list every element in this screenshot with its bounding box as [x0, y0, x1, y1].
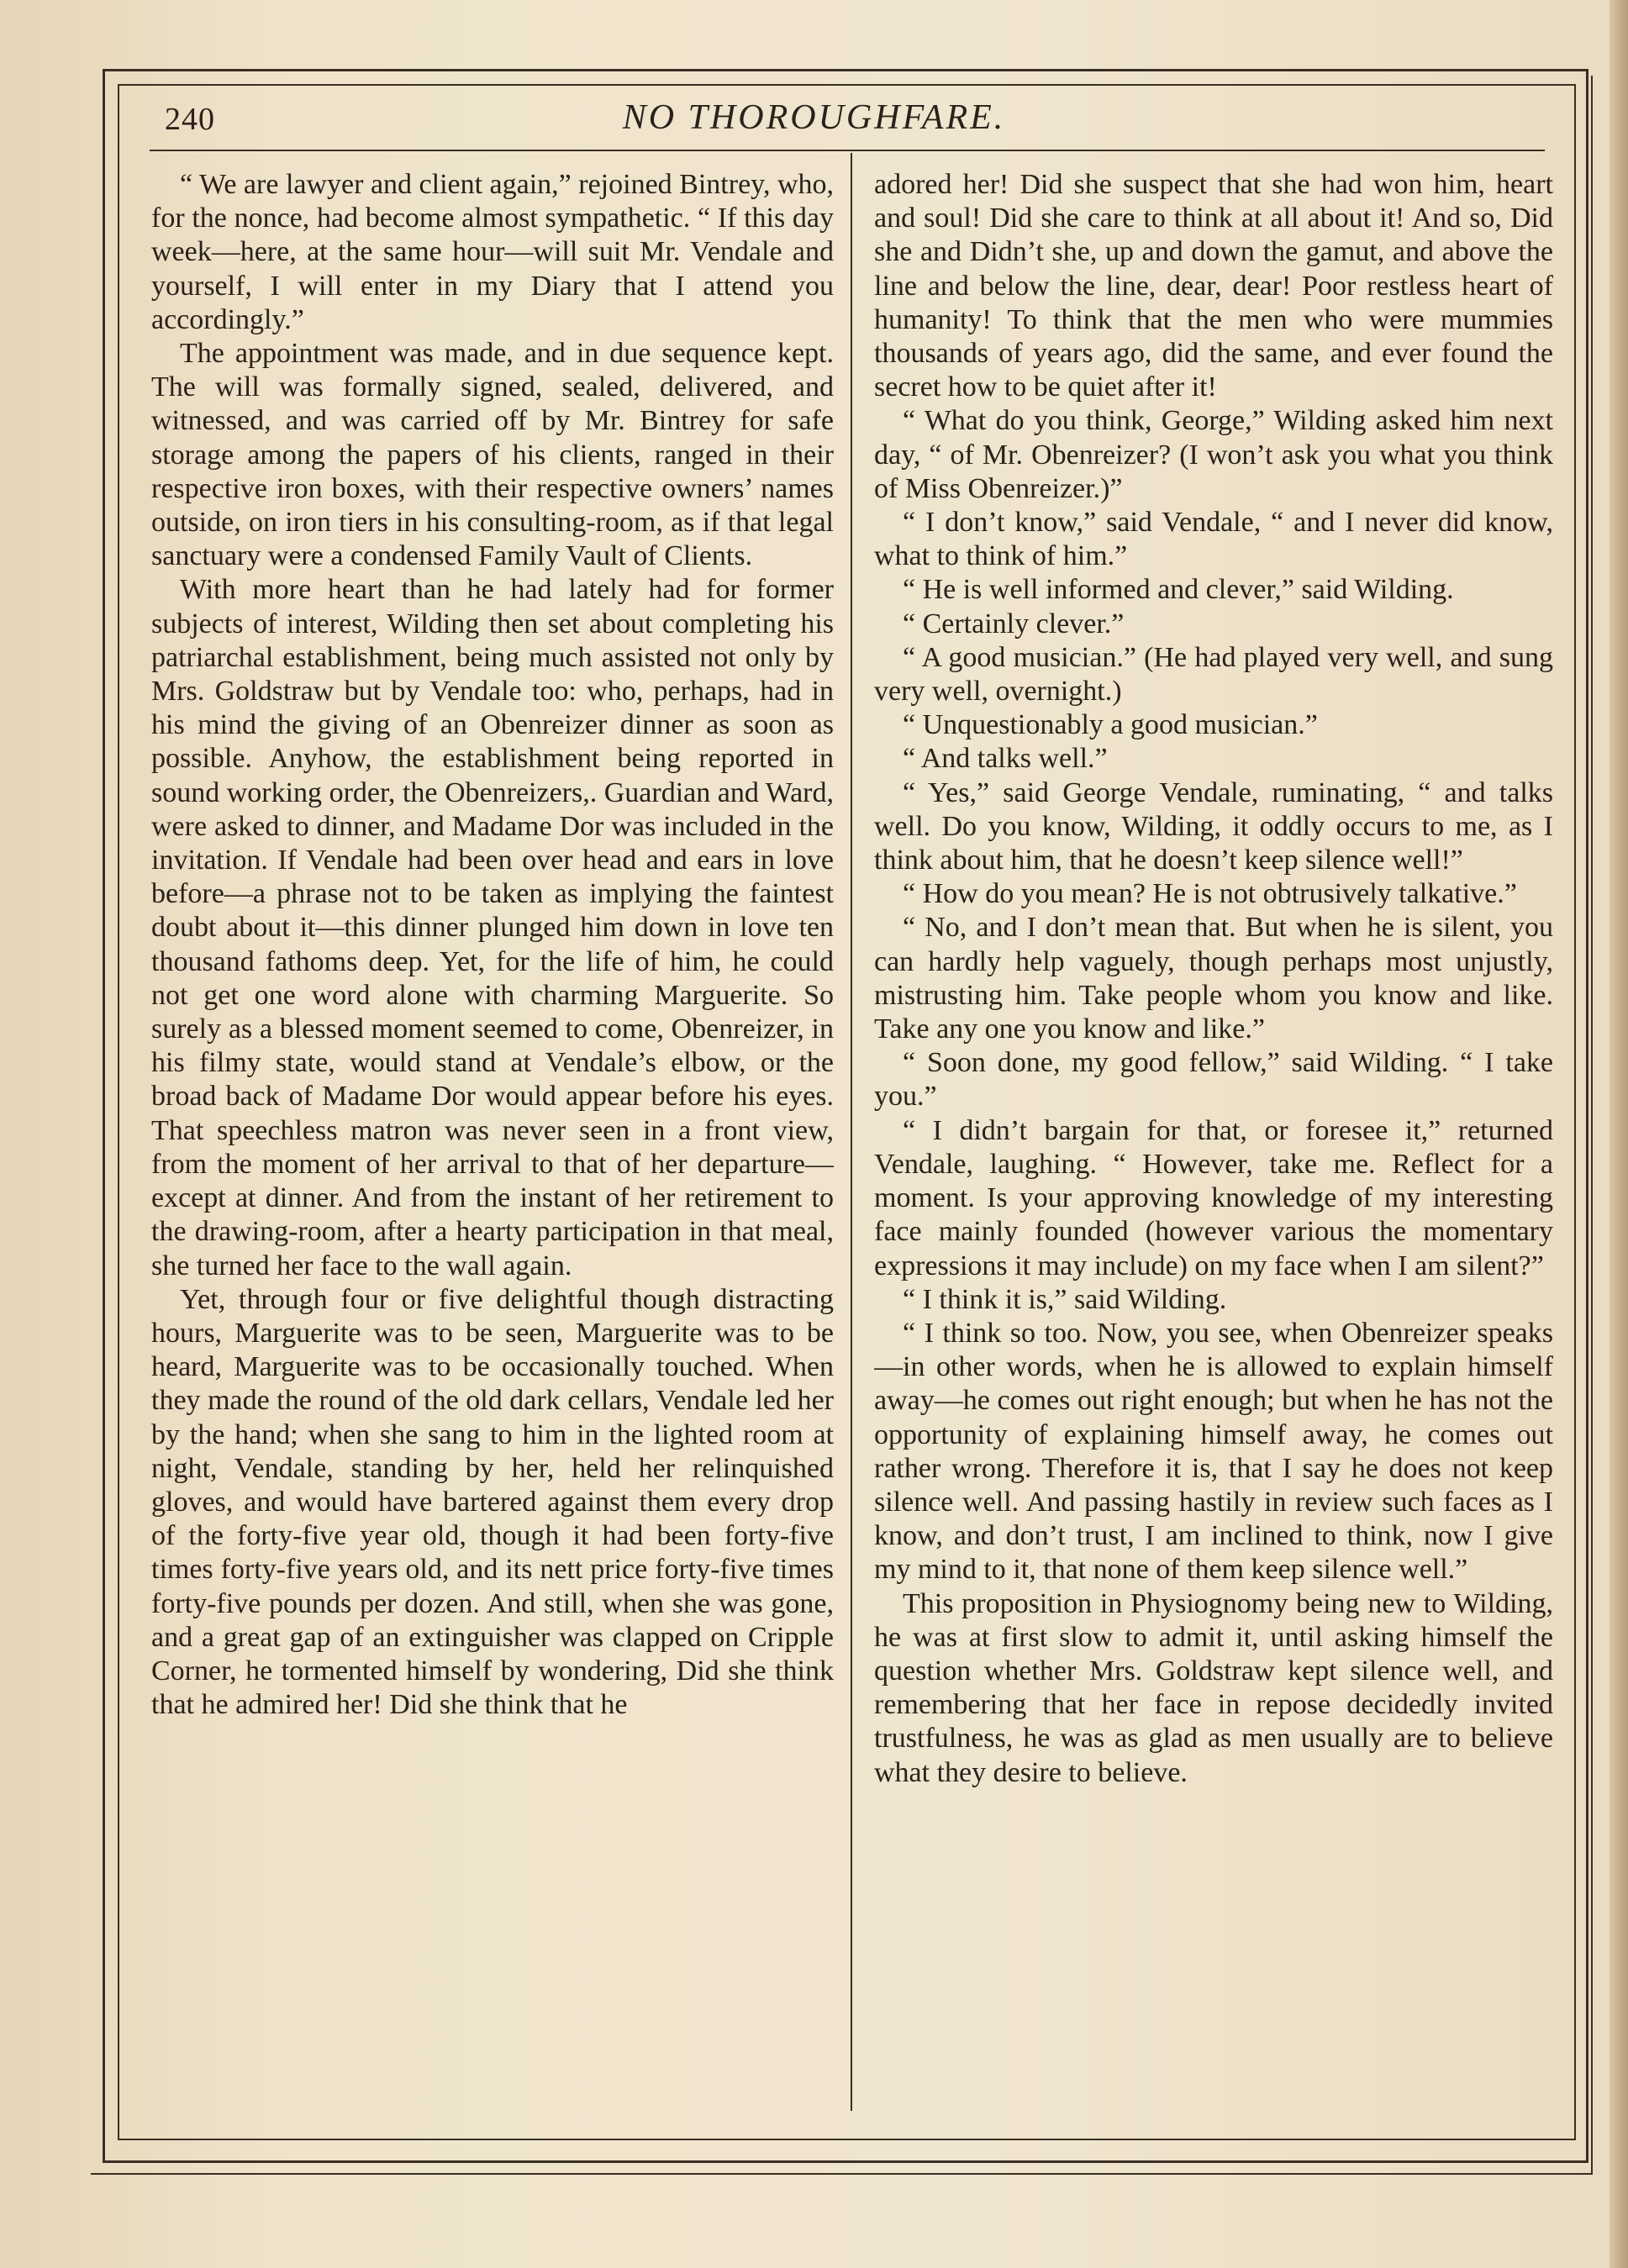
border-bottom-rule	[91, 2173, 1592, 2175]
paragraph: The appointment was made, and in due sequence kept. The will was formally signed, sealed, delivered, and witnessed, and was carried off by Mr. Bintrey for safe storage among the papers of his clients, ranged in their respective iron boxes, with their respective owners’ names outside, on iron tiers in his consulting-room, as if that legal sanctuary were a condensed Family Vault of Clients.	[151, 338, 834, 572]
paragraph: “ I think so too. Now, you see, when Obenreizer speaks—in other words, when he is allowed to explain himself away—he comes out right enough; but when he has not the opportunity of explaining himself away, he comes out rather wrong. Therefore it is, that I say he does not keep silence well. And passing hastily in review such faces as I know, and don’t trust, I am inclined to think, now I give my mind to it, that none of them keep silence well.”	[874, 1317, 1553, 1586]
paragraph: “ I don’t know,” said Vendale, “ and I never did know, what to think of him.”	[874, 507, 1553, 572]
paragraph: “ Yes,” said George Vendale, ruminating, “ and talks well. Do you know, Wilding, it oddly occurs to me, as I think about him, that he doesn’t keep silence well!”	[874, 776, 1553, 876]
paragraph: “ And talks well.”	[903, 743, 1108, 775]
page-edge-shadow	[1610, 0, 1628, 2268]
paragraph: “ I think it is,” said Wilding.	[903, 1283, 1227, 1315]
left-column	[151, 168, 834, 2126]
header-rule	[150, 150, 1545, 151]
paragraph: “ How do you mean? He is not obtrusively talkative.”	[903, 878, 1517, 910]
paragraph: This proposition in Physiognomy being new to Wilding, he was at first slow to admit it, until asking himself the question whether Mrs. Goldstraw kept silence well, and remembering that her face in repose decidedly invited trustfulness, he was as glad as men usually are to believe what they desire to believe.	[874, 1587, 1553, 1788]
paragraph: With more heart than he had lately had for former subjects of interest, Wilding then set about completing his patriarchal establishment, being much assisted not only by Mrs. Goldstraw but by Vendale too: who, perhaps, had in his mind the giving of an Obenreizer dinner as soon as possible. Anyhow, the establishment being reported in sound working order, the Obenreizers,. Guardian and Ward, were asked to dinner, and Madame Dor was included in the invitation. If Vendale had been over head and ears in love before—a phrase not to be taken as implying the faintest doubt about it—this dinner plunged him down in love ten thousand fathoms deep. Yet, for the life of him, he could not get one word alone with charming Marguerite. So surely as a blessed moment seemed to come, Obenreizer, in his filmy state, would stand at Vendale’s elbow, or the broad back of Madame Dor would appear before his eyes. That speechless matron was never seen in a front view, from the moment of her arrival to that of her departure—except at dinner. And from the instant of her retirement to the drawing-room, after a hearty participation in that meal, she turned her face to the wall again.	[151, 574, 834, 1281]
column-divider	[851, 153, 852, 2111]
right-column	[874, 168, 1553, 2126]
paragraph: “ Unquestionably a good musician.”	[903, 709, 1318, 741]
border-right-rule	[1591, 76, 1593, 2175]
paragraph: “ No, and I don’t mean that. But when he is silent, you can hardly help vaguely, though perhaps most unjustly, mistrusting him. Take people whom you know and like. Take any one you know and like.”	[874, 912, 1553, 1045]
paragraph: “ What do you think, George,” Wilding asked him next day, “ of Mr. Obenreizer? (I won’t ask you what you think of Miss Obenreizer.)”	[874, 405, 1553, 504]
paragraph: Yet, through four or five delightful though distracting hours, Marguerite was to be seen, Marguerite was to be heard, Marguerite was to be occasionally touched. When they made the round of the old dark cellars, Vendale led her by the hand; when she sang to him in the lighted room at night, Vendale, standing by her, held her relinquished gloves, and would have bartered against them every drop of the forty-five year old, though it had been forty-five times forty-five years old, and its nett price forty-five times forty-five pounds per dozen. And still, when she was gone, and a great gap of an extinguisher was clapped on Cripple Corner, he tormented himself by wondering, Did she think that he admired her! Did she think that he	[151, 1283, 834, 1721]
paragraph: “ We are lawyer and client again,” rejoined Bintrey, who, for the nonce, had become almost sympathetic. “ If this day week—here, at the same hour—will suit Mr. Vendale and yourself, I will enter in my Diary that I attend you accordingly.”	[151, 169, 834, 335]
paragraph: “ Soon done, my good fellow,” said Wilding. “ I take you.”	[874, 1047, 1553, 1113]
paragraph: “ I didn’t bargain for that, or foresee it,” returned Vendale, laughing. “ However, take me. Reflect for a moment. Is your approving knowledge of my interesting face mainly founded (however various the momentary expressions it may include) on my face when I am silent?”	[874, 1114, 1553, 1281]
page-number: 240	[165, 102, 215, 137]
paragraph: “ Certainly clever.”	[903, 608, 1125, 639]
paragraph: “ He is well informed and clever,” said Wilding.	[903, 574, 1454, 606]
running-head-title: NO THOROUGHFARE.	[622, 98, 1006, 137]
paragraph-continued: adored her! Did she suspect that she had won him, heart and soul! Did she care to think at all about it! And so, Did she and Didn’t she, up and down the gamut, and above the line and below the line, dear, dear! Poor restless heart of humanity! To think that the men who were mummies thousands of years ago, did the same, and ever found the secret how to be quiet after it!	[874, 169, 1553, 403]
paragraph: “ A good musician.” (He had played very well, and sung very well, overnight.)	[874, 641, 1553, 708]
